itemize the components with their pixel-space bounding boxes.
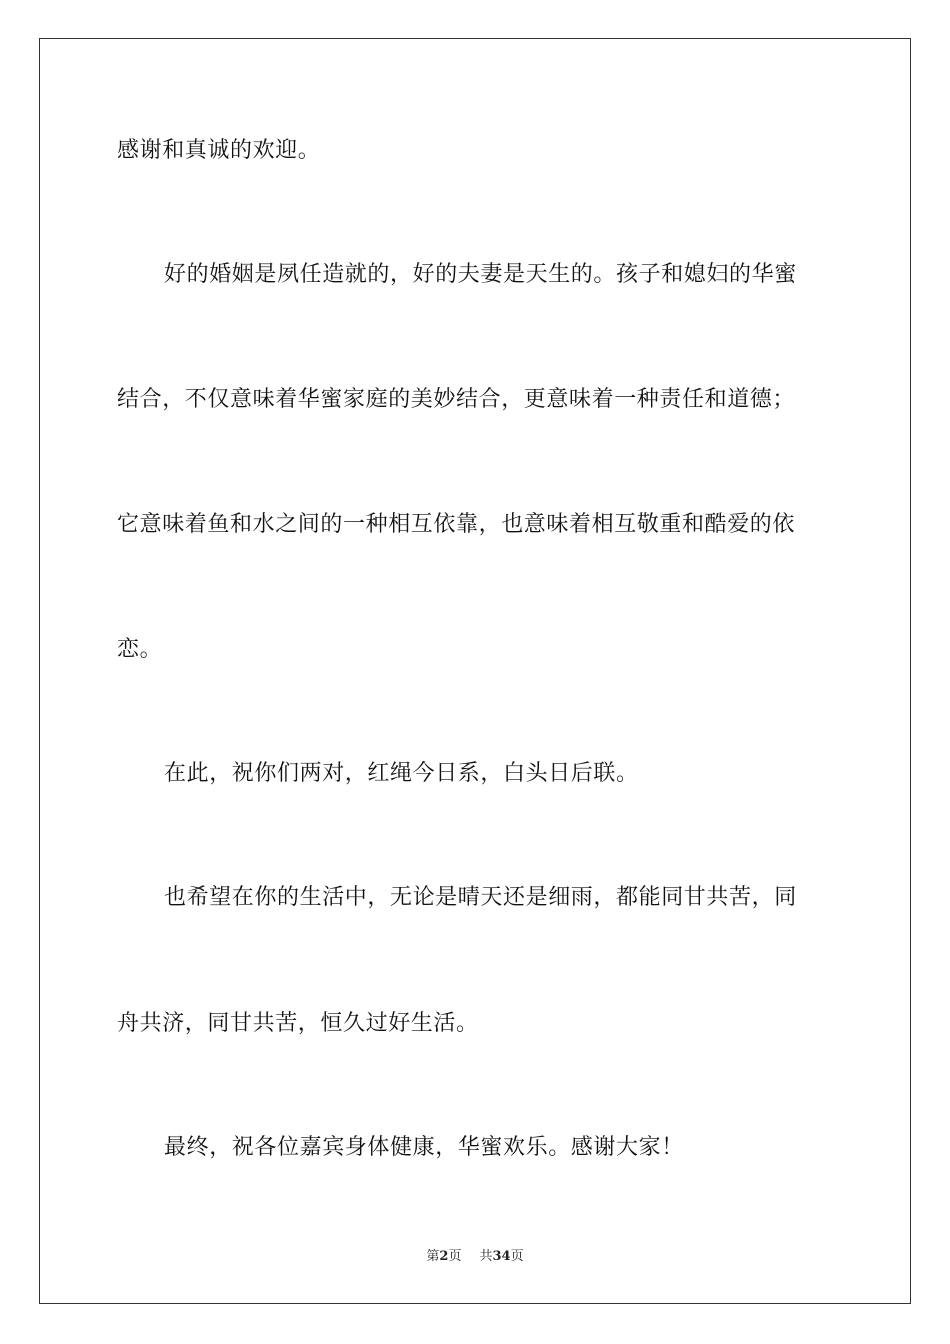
total-pages: 34: [492, 1249, 511, 1264]
paragraph-line-8: 舟共济，同甘共苦，恒久过好生活。: [117, 1011, 479, 1036]
paragraph-line-1: 感谢和真诚的欢迎。: [117, 138, 321, 163]
page-suffix: 页: [448, 1249, 462, 1264]
paragraph-line-4: 它意味着鱼和水之间的一种相互依靠，也意味着相互敬重和酷爱的依: [117, 512, 796, 537]
page-border: [39, 38, 911, 1304]
page-number: 2: [439, 1249, 449, 1264]
paragraph-line-6: 在此，祝你们两对，红绳今日系，白头日后联。: [164, 761, 639, 786]
paragraph-line-5: 恋。: [117, 637, 163, 662]
paragraph-line-7: 也希望在你的生活中，无论是晴天还是细雨，都能同甘共苦，同: [164, 885, 797, 910]
paragraph-line-3: 结合，不仅意味着华蜜家庭的美妙结合，更意味着一种责任和道德；: [117, 387, 796, 412]
page-prefix: 第: [426, 1249, 440, 1264]
total-prefix: 共: [479, 1249, 493, 1264]
page-footer: [0, 1248, 950, 1266]
paragraph-line-2: 好的婚姻是夙任造就的，好的夫妻是天生的。孩子和媳妇的华蜜: [164, 262, 797, 287]
total-suffix: 页: [510, 1249, 524, 1264]
paragraph-line-9: 最终，祝各位嘉宾身体健康，华蜜欢乐。感谢大家！: [164, 1135, 684, 1160]
